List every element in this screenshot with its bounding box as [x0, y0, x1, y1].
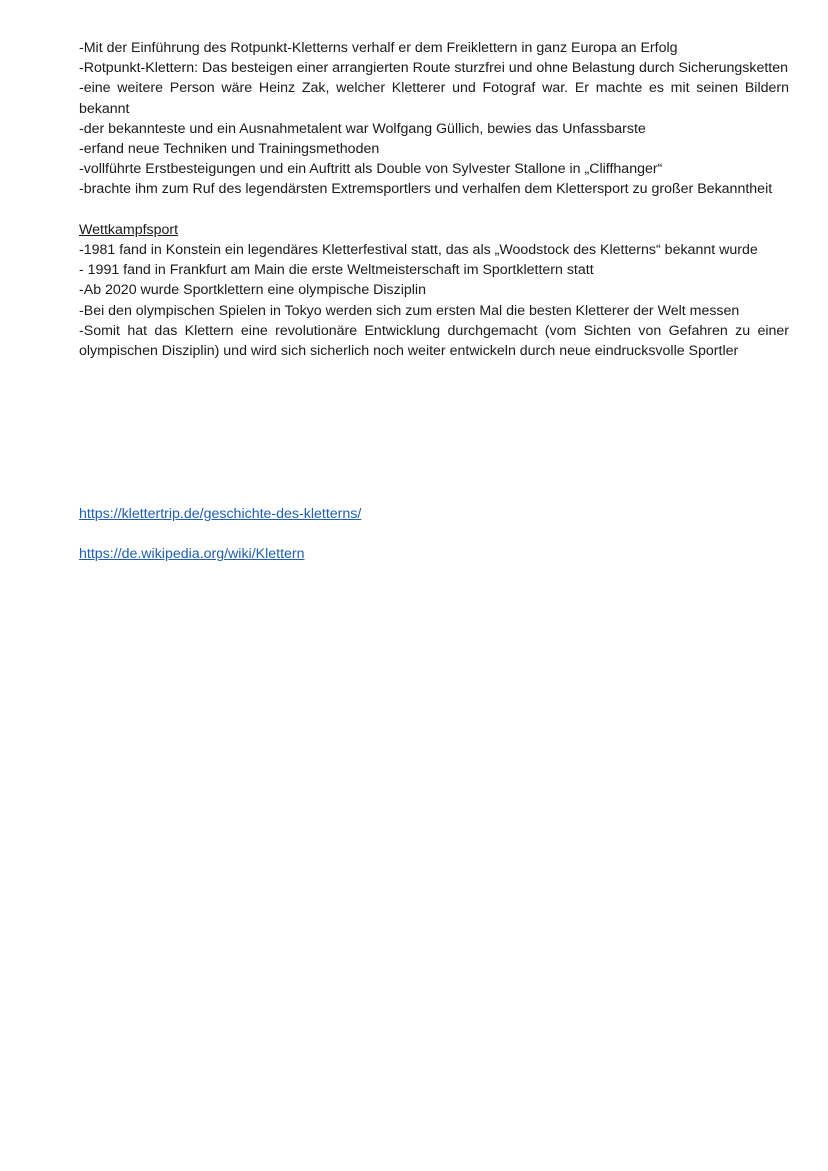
text-line: -erfand neue Techniken und Trainingsmethoden [79, 141, 380, 158]
text-line: -der bekannteste und ein Ausnahmetalent war Wolfgang Güllich, bewies das Unfassbarste [79, 120, 646, 137]
text-line: - 1991 fand in Frankfurt am Main die erste Weltmeisterschaft im Sportklettern statt [79, 262, 594, 279]
text-line: -Bei den olympischen Spielen in Tokyo werden sich zum ersten Mal die besten Kletterer der Welt messen [79, 302, 740, 319]
source-link-klettertrip[interactable]: https://klettertrip.de/geschichte-des-kletterns/ [79, 506, 362, 522]
text-line: -eine weitere Person wäre Heinz Zak, welcher Kletterer und Fotograf war. Er machte es mit seinen Bildern bekannt [79, 80, 789, 117]
text-line: -Somit hat das Klettern eine revolutionäre Entwicklung durchgemacht (vom Sichten von Gefahren zu einer olympischen Disziplin) und wird sich sicherlich noch weiter entwickeln durch neue eindrucksvolle Sportler [79, 322, 789, 360]
source-links [79, 504, 361, 565]
source-link-wikipedia[interactable]: https://de.wikipedia.org/wiki/Klettern [79, 546, 305, 563]
text-line: -Ab 2020 wurde Sportklettern eine olympische Disziplin [79, 282, 426, 299]
text-line: -brachte ihm zum Ruf des legendärsten Extremsportlers und verhalfen dem Klettersport zu großer Bekanntheit [79, 181, 773, 198]
text-line: -Mit der Einführung des Rotpunkt-Kletterns verhalf er dem Freiklettern in ganz Europa an Erfolg [79, 40, 678, 56]
text-line: -1981 fand in Konstein ein legendäres Kletterfestival statt, das als „Woodstock des Kletterns“ bekannt wurde [79, 242, 758, 259]
text-line: -Rotpunkt-Klettern: Das besteigen einer arrangierten Route sturzfrei und ohne Belastung durch Sicherungsketten [79, 60, 789, 77]
document-body [79, 38, 789, 361]
section-heading: Wettkampfsport [79, 221, 179, 238]
text-line: -vollführte Erstbesteigungen und ein Auftritt als Double von Sylvester Stallone in „Cliffhanger“ [79, 161, 663, 178]
